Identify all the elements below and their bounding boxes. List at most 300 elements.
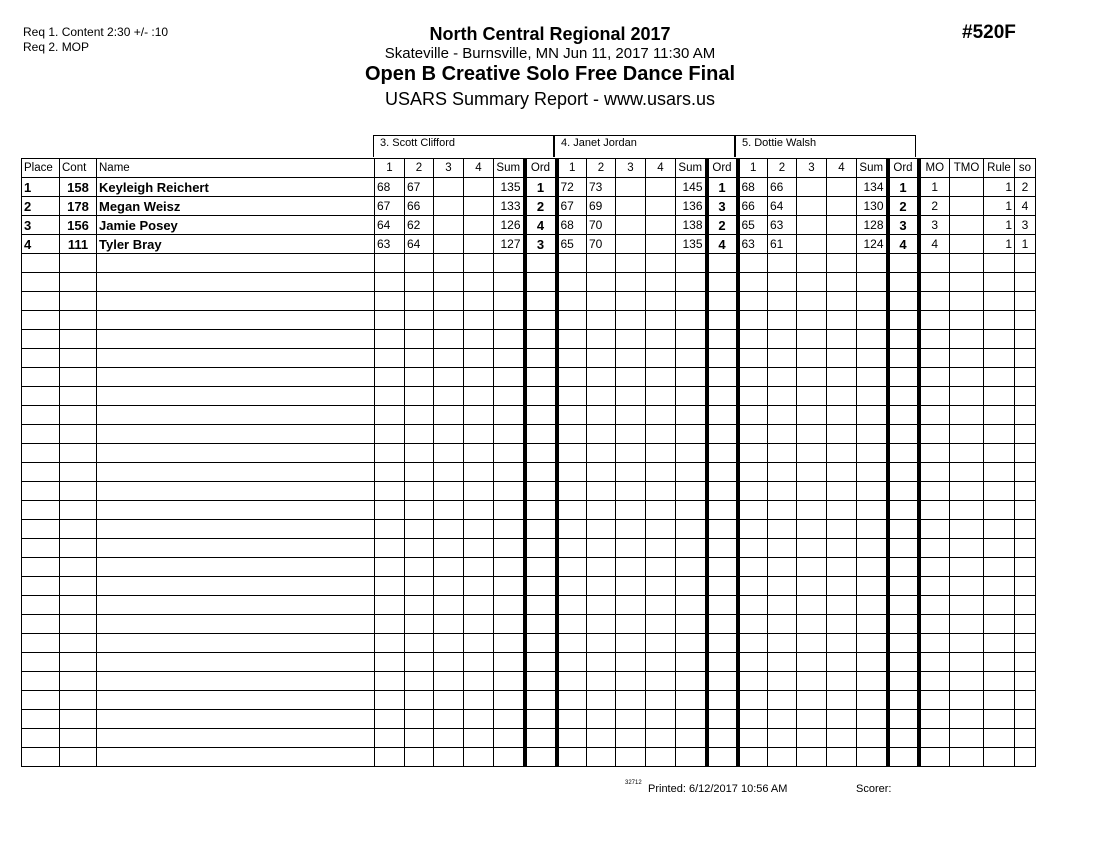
mo-cell [919,729,950,748]
col-so: so [1015,159,1036,178]
col-place: Place [22,159,60,178]
score-cell [797,596,827,615]
score-cell: 66 [405,197,434,216]
ord-cell [888,368,919,387]
sum-cell [857,273,888,292]
score-cell [375,520,405,539]
sum-cell [676,539,707,558]
so-cell [1015,615,1036,634]
table-row [22,292,1036,311]
sum-cell [676,406,707,425]
score-cell [434,653,464,672]
score-cell [375,615,405,634]
score-cell [646,330,676,349]
cont-cell: 111 [60,235,97,254]
place-cell [22,520,60,539]
table-row [22,615,1036,634]
score-cell [375,539,405,558]
so-cell [1015,539,1036,558]
place-cell [22,539,60,558]
score-cell [646,482,676,501]
ord-cell [525,596,557,615]
name-cell: Tyler Bray [97,235,375,254]
score-cell [797,292,827,311]
col-j3-score2: 2 [768,159,797,178]
score-cell [797,216,827,235]
sum-cell: 128 [857,216,888,235]
score-cell [646,577,676,596]
score-cell [375,292,405,311]
score-cell: 70 [587,235,616,254]
col-j1-score4: 4 [464,159,494,178]
table-row [22,216,1036,235]
cont-cell: 156 [60,216,97,235]
tmo-cell [950,292,984,311]
rule-cell [984,444,1015,463]
sum-cell [857,520,888,539]
sum-cell [857,254,888,273]
score-cell [738,330,768,349]
sum-cell [676,653,707,672]
score-cell [557,596,587,615]
table-row [22,406,1036,425]
ord-cell: 1 [707,178,738,197]
score-cell [464,672,494,691]
score-cell [768,311,797,330]
ord-cell: 3 [525,235,557,254]
ord-cell [707,482,738,501]
so-cell: 4 [1015,197,1036,216]
score-cell [434,748,464,767]
score-cell [405,596,434,615]
score-cell [738,444,768,463]
place-cell [22,254,60,273]
score-cell [646,235,676,254]
table-row [22,482,1036,501]
score-cell [434,672,464,691]
score-cell [557,710,587,729]
sum-cell [676,634,707,653]
score-cell [557,330,587,349]
score-cell [827,596,857,615]
score-cell [434,444,464,463]
name-cell [97,254,375,273]
score-cell [405,539,434,558]
score-cell [616,672,646,691]
sum-cell [857,349,888,368]
sum-cell: 136 [676,197,707,216]
score-cell [616,710,646,729]
score-cell [768,330,797,349]
score-cell [405,615,434,634]
score-cell [405,558,434,577]
ord-cell [888,520,919,539]
score-cell [646,691,676,710]
score-cell [827,273,857,292]
score-cell [587,387,616,406]
name-cell [97,406,375,425]
name-cell [97,482,375,501]
tmo-cell [950,691,984,710]
ord-cell: 3 [707,197,738,216]
sum-cell [676,425,707,444]
score-cell [557,653,587,672]
score-cell [827,672,857,691]
score-cell [375,406,405,425]
sum-cell [676,463,707,482]
score-cell [616,406,646,425]
place-cell [22,368,60,387]
score-cell [587,444,616,463]
sum-cell: 133 [494,197,525,216]
mo-cell [919,425,950,444]
name-cell [97,501,375,520]
score-cell [768,634,797,653]
score-cell [587,368,616,387]
mo-cell [919,710,950,729]
score-cell: 64 [405,235,434,254]
so-cell [1015,653,1036,672]
ord-cell [707,672,738,691]
score-cell [464,197,494,216]
score-cell [616,691,646,710]
score-cell [375,672,405,691]
score-cell [557,311,587,330]
table-row [22,197,1036,216]
sum-cell [494,406,525,425]
ord-cell [707,406,738,425]
ord-cell: 2 [707,216,738,235]
score-cell [738,425,768,444]
ord-cell [525,729,557,748]
col-j1-score3: 3 [434,159,464,178]
mo-cell [919,577,950,596]
score-cell [616,558,646,577]
score-cell [646,653,676,672]
sum-cell [494,634,525,653]
sum-cell [857,729,888,748]
column-header-row [22,159,1036,178]
score-cell [797,691,827,710]
col-j2-sum: Sum [676,159,707,178]
score-cell [375,691,405,710]
col-j3-sum: Sum [857,159,888,178]
col-j1-sum: Sum [494,159,525,178]
sum-cell: 126 [494,216,525,235]
cont-cell [60,406,97,425]
ord-cell [525,292,557,311]
place-cell [22,349,60,368]
col-j3-ord: Ord [888,159,919,178]
score-cell [738,577,768,596]
score-cell: 73 [587,178,616,197]
score-cell [405,653,434,672]
tmo-cell [950,482,984,501]
rule-cell: 1 [984,235,1015,254]
score-cell [557,672,587,691]
tmo-cell [950,197,984,216]
score-cell [464,577,494,596]
table-row [22,311,1036,330]
sum-cell: 138 [676,216,707,235]
score-cell: 65 [738,216,768,235]
rule-cell [984,273,1015,292]
tmo-cell [950,254,984,273]
score-cell [768,406,797,425]
score-cell: 65 [557,235,587,254]
ord-cell [707,596,738,615]
name-cell [97,387,375,406]
score-cell: 63 [768,216,797,235]
mo-cell [919,539,950,558]
score-cell [768,672,797,691]
score-cell [738,558,768,577]
rule-cell [984,463,1015,482]
score-cell [616,387,646,406]
score-cell [557,577,587,596]
ord-cell [525,463,557,482]
score-cell [768,501,797,520]
score-cell [827,406,857,425]
score-cell [646,197,676,216]
score-cell [587,539,616,558]
score-cell [375,463,405,482]
score-cell: 69 [587,197,616,216]
score-cell [827,520,857,539]
score-cell [587,710,616,729]
sum-cell [857,311,888,330]
so-cell [1015,425,1036,444]
ord-cell: 1 [888,178,919,197]
score-cell [646,501,676,520]
score-cell [405,748,434,767]
score-cell [827,558,857,577]
score-cell [738,520,768,539]
sum-cell [494,292,525,311]
score-cell [587,577,616,596]
score-cell [827,463,857,482]
score-cell [768,558,797,577]
ord-cell [525,482,557,501]
score-cell [464,368,494,387]
sum-cell [494,672,525,691]
place-cell [22,444,60,463]
table-row [22,577,1036,596]
name-cell [97,634,375,653]
score-cell [375,729,405,748]
ord-cell [707,444,738,463]
judge-3-label: 5. Dottie Walsh [735,135,916,157]
score-cell [797,311,827,330]
tmo-cell [950,520,984,539]
rule-cell [984,482,1015,501]
score-cell [587,729,616,748]
tmo-cell [950,615,984,634]
sum-cell [494,653,525,672]
score-cell [587,653,616,672]
score-cell [375,273,405,292]
score-cell [797,254,827,273]
ord-cell [707,653,738,672]
score-cell [616,292,646,311]
score-cell [434,425,464,444]
score-cell [738,691,768,710]
tmo-cell [950,748,984,767]
so-cell [1015,311,1036,330]
sum-cell [494,444,525,463]
score-cell [768,463,797,482]
sum-cell [676,254,707,273]
sum-cell [494,349,525,368]
ord-cell [707,558,738,577]
score-cell [375,387,405,406]
score-cell: 63 [375,235,405,254]
sum-cell [676,387,707,406]
score-cell: 72 [557,178,587,197]
score-cell [464,330,494,349]
score-cell [434,330,464,349]
sum-cell: 130 [857,197,888,216]
score-cell [738,729,768,748]
sum-cell [857,368,888,387]
cont-cell [60,368,97,387]
name-cell [97,311,375,330]
sum-cell [676,577,707,596]
score-cell [464,634,494,653]
score-cell [646,273,676,292]
ord-cell: 4 [525,216,557,235]
ord-cell [525,653,557,672]
ord-cell [707,349,738,368]
score-cell [646,311,676,330]
score-cell [587,615,616,634]
tmo-cell [950,653,984,672]
mo-cell [919,254,950,273]
rule-cell [984,501,1015,520]
score-cell [827,729,857,748]
sum-cell [676,691,707,710]
table-row [22,368,1036,387]
place-cell [22,596,60,615]
mo-cell [919,634,950,653]
name-cell: Megan Weisz [97,197,375,216]
tmo-cell [950,387,984,406]
cont-cell [60,539,97,558]
ord-cell [888,425,919,444]
ord-cell [888,596,919,615]
sum-cell [494,254,525,273]
ord-cell [888,748,919,767]
score-cell [557,520,587,539]
table-row [22,387,1036,406]
score-cell [738,254,768,273]
col-j1-score1: 1 [375,159,405,178]
score-cell [827,178,857,197]
score-cell [616,748,646,767]
score-cell [827,330,857,349]
score-cell [738,349,768,368]
score-cell [375,444,405,463]
rule-cell [984,596,1015,615]
name-cell [97,615,375,634]
score-cell [587,406,616,425]
cont-cell: 158 [60,178,97,197]
score-cell [434,520,464,539]
ord-cell [525,387,557,406]
place-cell [22,311,60,330]
score-cell [738,653,768,672]
place-cell [22,748,60,767]
mo-cell [919,748,950,767]
ord-cell [525,425,557,444]
score-cell [827,482,857,501]
place-cell [22,330,60,349]
score-cell [375,558,405,577]
score-cell [587,482,616,501]
score-cell: 63 [738,235,768,254]
score-cell [434,615,464,634]
score-cell [797,653,827,672]
score-cell [375,330,405,349]
sum-cell [676,501,707,520]
sum-cell: 135 [676,235,707,254]
cont-cell [60,349,97,368]
score-cell [646,178,676,197]
score-cell [434,178,464,197]
score-cell [375,311,405,330]
sum-cell [857,615,888,634]
ord-cell [525,406,557,425]
score-cell [434,406,464,425]
so-cell [1015,672,1036,691]
so-cell: 2 [1015,178,1036,197]
score-cell [405,368,434,387]
tmo-cell [950,330,984,349]
venue-date: Skateville - Burnsville, MN Jun 11, 2017 11:30 AM [384,45,716,62]
score-cell [434,254,464,273]
score-cell: 67 [405,178,434,197]
score-cell [434,235,464,254]
sum-cell [494,482,525,501]
score-cell: 68 [738,178,768,197]
cont-cell [60,653,97,672]
score-cell [405,691,434,710]
table-row [22,710,1036,729]
score-cell [738,311,768,330]
ord-cell [888,710,919,729]
judge-1-label: 3. Scott Clifford [373,135,554,157]
cont-cell [60,463,97,482]
so-cell [1015,273,1036,292]
score-cell [405,330,434,349]
sum-cell [494,501,525,520]
ord-cell [888,615,919,634]
score-cell [375,577,405,596]
sum-cell: 127 [494,235,525,254]
sum-cell [494,729,525,748]
place-cell [22,482,60,501]
sum-cell [857,482,888,501]
sum-cell [676,729,707,748]
score-cell [405,444,434,463]
ord-cell [525,634,557,653]
score-cell [616,349,646,368]
ord-cell [888,501,919,520]
score-cell [464,292,494,311]
tmo-cell [950,501,984,520]
sum-cell [857,330,888,349]
col-j3-score3: 3 [797,159,827,178]
